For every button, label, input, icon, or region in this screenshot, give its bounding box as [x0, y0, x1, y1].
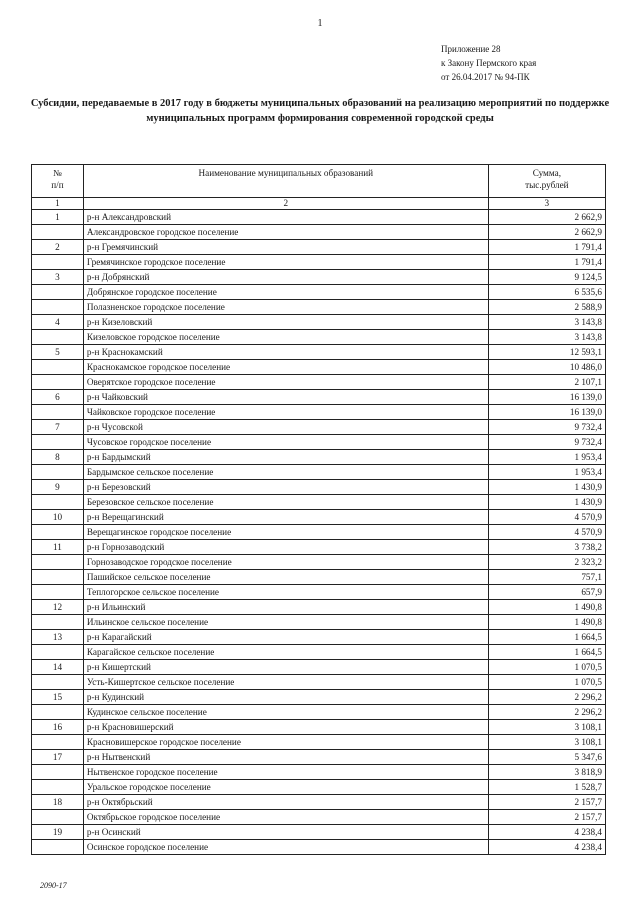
row-sum: 2 157,7: [488, 795, 605, 810]
row-name: Березовское сельское поселение: [83, 495, 488, 510]
appendix-reference: [441, 42, 631, 84]
row-number: 13: [32, 630, 84, 645]
row-number: [32, 255, 84, 270]
row-number: [32, 675, 84, 690]
row-sum: 3 738,2: [488, 540, 605, 555]
row-name: р-н Бардымский: [83, 450, 488, 465]
row-name: р-н Горнозаводский: [83, 540, 488, 555]
column-index: 1: [32, 198, 84, 210]
table-row: [32, 810, 606, 825]
row-name: Чусовское городское поселение: [83, 435, 488, 450]
row-name: Нытвенское городское поселение: [83, 765, 488, 780]
row-sum: 3 818,9: [488, 765, 605, 780]
row-number: [32, 525, 84, 540]
row-name: Полазненское городское поселение: [83, 300, 488, 315]
table-index-row: [32, 198, 606, 210]
row-number: [32, 300, 84, 315]
row-sum: 3 108,1: [488, 720, 605, 735]
appendix-line-3: от 26.04.2017 № 94-ПК: [441, 72, 530, 82]
row-number: 15: [32, 690, 84, 705]
table-row: [32, 480, 606, 495]
row-number: 8: [32, 450, 84, 465]
row-name: Верещагинское городское поселение: [83, 525, 488, 540]
header-sum-line2: тыс.рублей: [525, 180, 569, 190]
row-number: 4: [32, 315, 84, 330]
table-row: [32, 450, 606, 465]
row-sum: 2 107,1: [488, 375, 605, 390]
row-number: 19: [32, 825, 84, 840]
table-row: [32, 585, 606, 600]
table-row: [32, 315, 606, 330]
table-row: [32, 390, 606, 405]
table-row: [32, 255, 606, 270]
column-index: 2: [83, 198, 488, 210]
row-name: р-н Добрянский: [83, 270, 488, 285]
table-row: [32, 630, 606, 645]
table-body: [32, 210, 606, 855]
row-number: [32, 435, 84, 450]
row-name: р-н Березовский: [83, 480, 488, 495]
row-name: Кудинское сельское поселение: [83, 705, 488, 720]
row-number: [32, 495, 84, 510]
row-number: [32, 780, 84, 795]
row-sum: 1 430,9: [488, 480, 605, 495]
table-row: [32, 795, 606, 810]
table-row: [32, 825, 606, 840]
row-number: 17: [32, 750, 84, 765]
row-number: 18: [32, 795, 84, 810]
row-name: Бардымское сельское поселение: [83, 465, 488, 480]
table-row: [32, 330, 606, 345]
row-name: Усть-Кишертское сельское поселение: [83, 675, 488, 690]
row-number: 12: [32, 600, 84, 615]
row-sum: 9 732,4: [488, 420, 605, 435]
table-row: [32, 405, 606, 420]
table-row: [32, 285, 606, 300]
table-row: [32, 495, 606, 510]
table-row: [32, 735, 606, 750]
page-number: 1: [317, 18, 323, 29]
header-number-line2: п/п: [51, 180, 64, 190]
row-sum: 2 588,9: [488, 300, 605, 315]
row-sum: 16 139,0: [488, 390, 605, 405]
row-number: 9: [32, 480, 84, 495]
header-number-line1: №: [53, 168, 62, 178]
table-row: [32, 675, 606, 690]
row-sum: 1 490,8: [488, 615, 605, 630]
row-name: р-н Кишертский: [83, 660, 488, 675]
row-name: Пашийское сельское поселение: [83, 570, 488, 585]
row-name: Добрянское городское поселение: [83, 285, 488, 300]
table-row: [32, 555, 606, 570]
table-row: [32, 690, 606, 705]
table-row: [32, 840, 606, 855]
row-number: [32, 810, 84, 825]
row-sum: 4 238,4: [488, 825, 605, 840]
row-sum: 757,1: [488, 570, 605, 585]
table-row: [32, 525, 606, 540]
table-row: [32, 420, 606, 435]
row-name: р-н Кудинский: [83, 690, 488, 705]
table-row: [32, 360, 606, 375]
row-sum: 1 791,4: [488, 240, 605, 255]
row-number: [32, 360, 84, 375]
row-number: 16: [32, 720, 84, 735]
table-row: [32, 615, 606, 630]
row-number: [32, 705, 84, 720]
row-name: Теплогорское сельское поселение: [83, 585, 488, 600]
row-sum: 1 430,9: [488, 495, 605, 510]
row-name: Гремячинское городское поселение: [83, 255, 488, 270]
row-sum: 2 296,2: [488, 705, 605, 720]
table-row: [32, 210, 606, 225]
row-sum: 1 953,4: [488, 465, 605, 480]
row-name: р-н Ильинский: [83, 600, 488, 615]
header-sum: [488, 165, 605, 198]
row-number: 3: [32, 270, 84, 285]
row-name: Краснокамское городское поселение: [83, 360, 488, 375]
row-number: [32, 465, 84, 480]
row-sum: 12 593,1: [488, 345, 605, 360]
row-name: р-н Александровский: [83, 210, 488, 225]
table-row: [32, 345, 606, 360]
row-sum: 1 070,5: [488, 675, 605, 690]
row-name: р-н Гремячинский: [83, 240, 488, 255]
table-header-row: [32, 165, 606, 198]
row-name: р-н Нытвенский: [83, 750, 488, 765]
row-sum: 2 662,9: [488, 225, 605, 240]
table-row: [32, 510, 606, 525]
row-sum: 1 528,7: [488, 780, 605, 795]
footer-code: 2090-17: [40, 881, 67, 890]
row-sum: 3 143,8: [488, 330, 605, 345]
row-sum: 6 535,6: [488, 285, 605, 300]
table-row: [32, 660, 606, 675]
table-row: [32, 465, 606, 480]
row-sum: 657,9: [488, 585, 605, 600]
row-name: Октябрьское городское поселение: [83, 810, 488, 825]
row-number: [32, 285, 84, 300]
table-row: [32, 705, 606, 720]
row-name: Осинское городское поселение: [83, 840, 488, 855]
row-sum: 3 143,8: [488, 315, 605, 330]
row-sum: 9 124,5: [488, 270, 605, 285]
subsidies-table: [31, 164, 606, 855]
row-name: Чайковское городское поселение: [83, 405, 488, 420]
table-row: [32, 435, 606, 450]
header-name: Наименование муниципальных образований: [83, 165, 488, 198]
row-number: [32, 585, 84, 600]
row-number: 6: [32, 390, 84, 405]
row-name: р-н Чайковский: [83, 390, 488, 405]
row-name: Карагайское сельское поселение: [83, 645, 488, 660]
row-name: р-н Верещагинский: [83, 510, 488, 525]
row-sum: 1 953,4: [488, 450, 605, 465]
row-sum: 5 347,6: [488, 750, 605, 765]
row-sum: 2 157,7: [488, 810, 605, 825]
row-number: [32, 225, 84, 240]
row-sum: 10 486,0: [488, 360, 605, 375]
row-number: 5: [32, 345, 84, 360]
row-name: р-н Кизеловский: [83, 315, 488, 330]
row-number: 1: [32, 210, 84, 225]
header-sum-line1: Сумма,: [532, 168, 561, 178]
header-number: [32, 165, 84, 198]
table-row: [32, 720, 606, 735]
row-number: 14: [32, 660, 84, 675]
table-row: [32, 570, 606, 585]
table-row: [32, 780, 606, 795]
row-number: [32, 405, 84, 420]
row-name: р-н Краснокамский: [83, 345, 488, 360]
row-number: [32, 555, 84, 570]
row-name: р-н Чусовской: [83, 420, 488, 435]
row-name: Красновишерское городское поселение: [83, 735, 488, 750]
row-name: Уральское городское поселение: [83, 780, 488, 795]
column-index: 3: [488, 198, 605, 210]
row-name: Кизеловское городское поселение: [83, 330, 488, 345]
row-sum: 4 570,9: [488, 510, 605, 525]
row-name: р-н Красновишерский: [83, 720, 488, 735]
row-number: [32, 330, 84, 345]
row-name: р-н Октябрьский: [83, 795, 488, 810]
row-name: р-н Осинский: [83, 825, 488, 840]
row-name: Ильинское сельское поселение: [83, 615, 488, 630]
appendix-line-2: к Закону Пермского края: [441, 58, 537, 68]
row-number: [32, 765, 84, 780]
row-sum: 1 664,5: [488, 630, 605, 645]
row-name: Оверятское городское поселение: [83, 375, 488, 390]
row-number: 7: [32, 420, 84, 435]
row-number: [32, 735, 84, 750]
row-sum: 1 070,5: [488, 660, 605, 675]
row-name: р-н Карагайский: [83, 630, 488, 645]
table-row: [32, 270, 606, 285]
document-title: Субсидии, передаваемые в 2017 году в бюджеты муниципальных образований на реализацию мероприятий по поддержке муниципальных программ формирования современной городской среды: [30, 98, 610, 124]
table-row: [32, 225, 606, 240]
row-number: 11: [32, 540, 84, 555]
row-sum: 3 108,1: [488, 735, 605, 750]
row-sum: 2 662,9: [488, 210, 605, 225]
table-row: [32, 375, 606, 390]
row-sum: 4 570,9: [488, 525, 605, 540]
table-row: [32, 750, 606, 765]
row-sum: 1 664,5: [488, 645, 605, 660]
table-row: [32, 300, 606, 315]
row-sum: 1 490,8: [488, 600, 605, 615]
row-number: [32, 375, 84, 390]
table-row: [32, 765, 606, 780]
row-number: [32, 615, 84, 630]
row-sum: 9 732,4: [488, 435, 605, 450]
row-name: Александровское городское поселение: [83, 225, 488, 240]
table-row: [32, 600, 606, 615]
row-sum: 1 791,4: [488, 255, 605, 270]
table-row: [32, 645, 606, 660]
row-number: [32, 645, 84, 660]
row-sum: 4 238,4: [488, 840, 605, 855]
row-sum: 2 323,2: [488, 555, 605, 570]
table-row: [32, 240, 606, 255]
row-number: 2: [32, 240, 84, 255]
row-sum: 16 139,0: [488, 405, 605, 420]
row-name: Горнозаводское городское поселение: [83, 555, 488, 570]
row-sum: 2 296,2: [488, 690, 605, 705]
row-number: 10: [32, 510, 84, 525]
row-number: [32, 570, 84, 585]
appendix-line-1: Приложение 28: [441, 44, 501, 54]
table-row: [32, 540, 606, 555]
row-number: [32, 840, 84, 855]
